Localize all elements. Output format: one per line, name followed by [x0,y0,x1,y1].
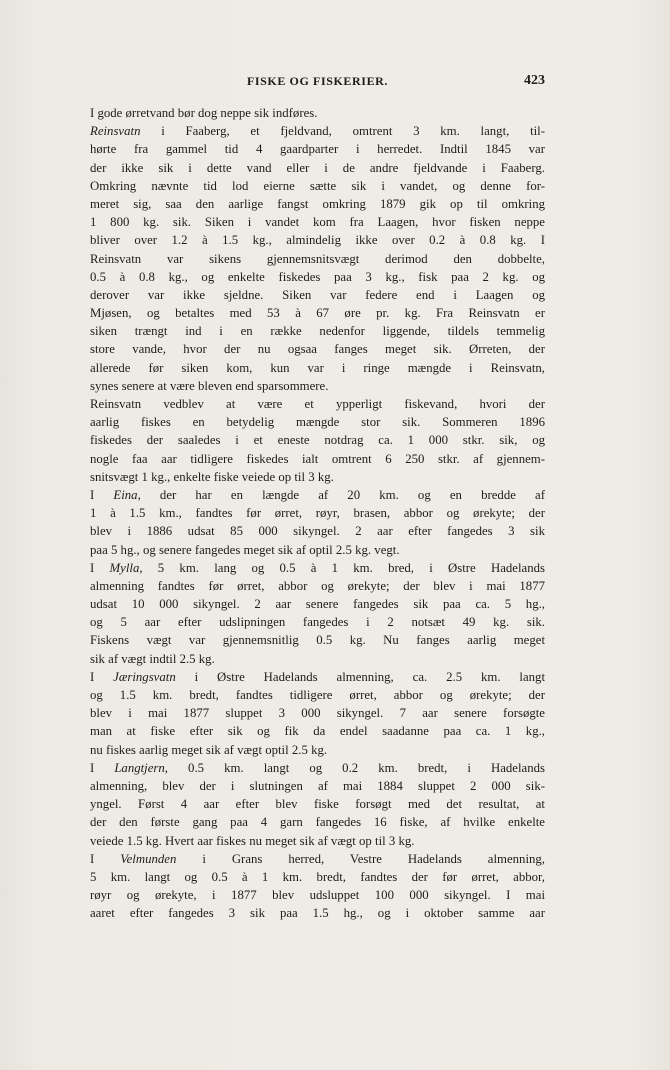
text-run: i Østre Hadelands almenning, ca. 2.5 km. langt [175,669,545,684]
text-run: snitsvægt 1 kg., enkelte fiske veiede op til 3 kg. [90,469,334,484]
text-run: nogle faa aar tidligere fiskedes ialt omtrent 6 250 stkr. af gjennem- [90,451,545,466]
text-line [90,431,545,449]
text-line [90,577,545,595]
text-run: Reinsvatn var sikens gjennemsnitsvægt derimod den dobbelte, [90,251,545,266]
text-line [90,304,545,322]
text-line [90,832,545,850]
text-line [90,759,545,777]
text-line [90,395,545,413]
page-header [90,68,545,92]
text-run: synes senere at være bleven end sparsommere. [90,378,329,393]
text-run: man at fiske efter sik og fik da endel saadanne paa ca. 1 kg., [90,724,545,739]
text-line [90,541,545,559]
text-line [90,177,545,195]
text-run: almenning, blev der i slutningen af mai 1884 sluppet 2 000 sik- [90,778,545,793]
text-run: meret sig, saa den aarlige fangst omkring 1879 gik op til omkring [90,196,545,211]
text-line [90,741,545,759]
text-line [90,686,545,704]
text-run: 5 km. langt og 0.5 à 1 km. bredt, fandtes der før ørret, abbor, [90,869,545,884]
text-run: paa 5 hg., og senere fangedes meget sik af optil 2.5 kg. vegt. [90,542,400,557]
text-run: yngel. Først 4 aar efter blev fiske forsøgt med det resultat, at [90,797,545,812]
text-line [90,522,545,540]
text-line [90,250,545,268]
text-line [90,668,545,686]
text-run: Reinsvatn vedblev at være et ypperligt fiskevand, hvori der [90,397,545,411]
text-line [90,850,545,868]
text-line [90,868,545,886]
text-line [90,613,545,631]
text-line [90,377,545,395]
text-run: i Grans herred, Vestre Hadelands almenning, [176,851,546,866]
text-run: I [90,851,121,866]
text-line [90,650,545,668]
text-run: Omkring nævnte tid lod eierne sætte sik i vandet, og denne for- [90,178,545,193]
text-run: blev i 1886 udsat 85 000 sikyngel. 2 aar efter fangedes 3 sik [90,524,545,539]
text-line [90,140,545,158]
text-run: og 1.5 km. bredt, fandtes tidligere ørret, abbor og ørekyte; der [90,688,545,702]
italic-place-name: Mylla, [109,560,143,575]
text-run: og 5 aar efter udslipningen fangedes i 2 notsæt 49 kg. sik. [90,615,545,630]
text-line [90,486,545,504]
text-run: aarlig fiskes en betydelig mængde stor sik. Sommeren 1896 [90,415,545,430]
text-line [90,704,545,722]
text-run: i Faaberg, et fjeldvand, omtrent 3 km. langt, til- [140,124,545,139]
text-line [90,886,545,904]
text-run: store vande, hvor der nu ogsaa fanges meget sik. Ørreten, der [90,342,545,357]
text-line [90,559,545,577]
text-run: siken trængt ind i en række nedenfor liggende, tildels temmelig [90,324,545,339]
text-run: I [90,669,114,684]
text-run: blev i mai 1877 sluppet 3 000 sikyngel. 7 aar senere forsøgte [90,706,545,721]
text-run: nu fiskes aarlig meget sik af vægt optil 2.5 kg. [90,742,328,757]
page-number: 423 [524,73,545,88]
text-line [90,722,545,740]
text-run: bliver over 1.2 à 1.5 kg., almindelig ikke over 0.2 à 0.8 kg. I [90,233,545,248]
text-run: hørte fra gammel tid 4 gaardparter i herredet. Indtil 1845 var [90,142,545,157]
text-line [90,777,545,795]
text-line [90,159,545,177]
text-run: 5 km. lang og 0.5 à 1 km. bred, i Østre Hadelands [142,560,545,575]
text-line [90,795,545,813]
text-line [90,340,545,358]
text-line [90,268,545,286]
text-run: udsat 10 000 sikyngel. 2 aar senere fangedes sik paa ca. 5 hg., [90,597,545,612]
text-line [90,122,545,140]
text-run: der har en længde af 20 km. og en bredde af [140,487,545,502]
text-run: sik af vægt indtil 2.5 kg. [90,651,215,666]
text-line [90,468,545,486]
text-run: 0.5 km. langt og 0.2 km. bredt, i Hadelands [168,760,545,775]
text-line [90,322,545,340]
text-run: I [90,487,114,502]
text-line [90,286,545,304]
text-line [90,595,545,613]
italic-place-name: Langtjern, [114,760,168,775]
italic-place-name: Jæringsvatn [113,669,176,684]
text-run: Mjøsen, og betaltes med 53 à 67 øre pr. kg. Fra Reinsvatn er [90,306,545,321]
text-line [90,213,545,231]
italic-place-name: Reinsvatn [90,124,141,139]
text-line [90,359,545,377]
text-line [90,813,545,831]
text-run: der ikke sik i dette vand eller i de andre fjeldvande i Faaberg. [90,160,545,175]
text-run: der den første gang paa 4 garn fangedes 16 fiske, af hvilke enkelte [90,815,545,830]
text-line [90,450,545,468]
text-line [90,104,545,122]
text-line [90,231,545,249]
text-run: Fiskens vægt var gjennemsnitlig 0.5 kg. Nu fanges aarlig meget [90,633,545,648]
text-line [90,413,545,431]
text-run: fiskedes der saaledes i et eneste notdrag ca. 1 000 stkr. sik, og [90,433,545,448]
text-line [90,195,545,213]
text-line [90,631,545,649]
italic-place-name: Velmunden [120,851,177,866]
text-run: 0.5 à 0.8 kg., og enkelte fiskedes paa 3 kg., fisk paa 2 kg. og [90,269,545,284]
text-run: I [90,760,115,775]
text-run: allerede før siken kom, kun var i ringe mængde i Reinsvatn, [90,360,545,375]
text-run: veiede 1.5 kg. Hvert aar fiskes nu meget sik af vægt op til 3 kg. [90,833,415,848]
body-text [90,104,545,922]
text-run: røyr og ørekyte, i 1877 blev udsluppet 100 000 sikyngel. I mai [90,888,545,903]
text-line [90,904,545,922]
text-run: I [90,560,110,575]
italic-place-name: Eina, [113,487,141,502]
text-line [90,504,545,522]
text-run: I gode ørretvand bør dog neppe sik indføres. [90,106,318,120]
text-run: 1 à 1.5 km., fandtes før ørret, røyr, brasen, abbor og ørekyte; der [90,506,545,521]
running-title: FISKE OG FISKERIER. [246,74,389,88]
text-run: 1 800 kg. sik. Siken i vandet kom fra Laagen, hvor fisken neppe [90,215,545,230]
text-run: aaret efter fangedes 3 sik paa 1.5 hg., og i oktober samme aar [90,906,545,921]
text-run: almenning fandtes før ørret, abbor og ørekyte; der blev i mai 1877 [90,578,545,593]
text-run: derover var ikke sjeldne. Siken var federe end i Laagen og [90,287,545,302]
